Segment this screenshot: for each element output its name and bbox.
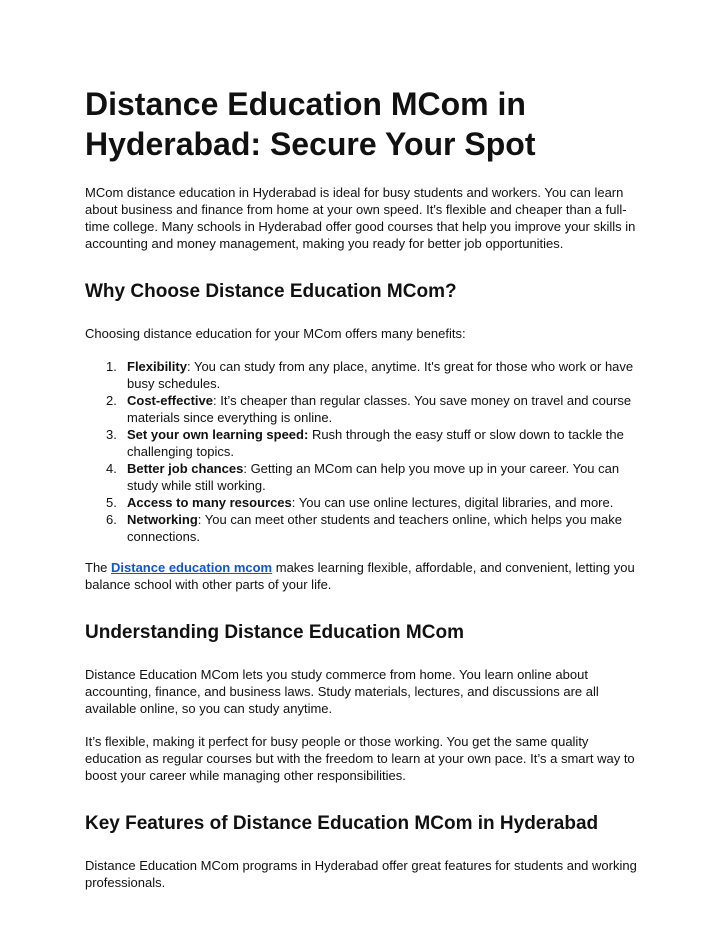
list-item-number: 2.: [106, 393, 117, 408]
section-heading-why-choose: Why Choose Distance Education MCom?: [85, 281, 457, 302]
list-item-separator: :: [243, 461, 251, 476]
list-item: [85, 511, 645, 545]
list-item-term: Better job chances: [127, 461, 244, 476]
page-title: Distance Education MCom in Hyderabad: Secure Your Spot: [85, 86, 536, 162]
list-item-number: 4.: [106, 461, 117, 476]
key-features-paragraph: Distance Education MCom programs in Hyderabad offer great features for students and working professionals.: [85, 858, 637, 890]
list-item-term: Access to many resources: [127, 495, 292, 510]
list-item-number: 6.: [106, 512, 117, 527]
list-item-term: Networking: [127, 512, 198, 527]
section-heading-understanding: Understanding Distance Education MCom: [85, 622, 464, 643]
list-item-text: You can use online lectures, digital libraries, and more.: [298, 495, 614, 510]
list-item: [85, 426, 645, 460]
list-item-text: You can meet other students and teachers online, which helps you make connections.: [127, 512, 623, 544]
closing-text-after: makes learning flexible, affordable, and convenient, letting you balance school with other parts of your life.: [85, 560, 635, 592]
list-item: [85, 460, 645, 494]
list-item-number: 5.: [106, 495, 117, 510]
list-item: [85, 358, 645, 392]
distance-education-mcom-link[interactable]: Distance education mcom: [111, 560, 273, 575]
understanding-paragraph-2: It’s flexible, making it perfect for busy people or those working. You get the same quality education as regular courses but with the freedom to learn at your own pace. It’s a smart way to boost your career while managing other responsibilities.: [85, 734, 635, 783]
benefits-lead-paragraph: Choosing distance education for your MCom offers many benefits:: [85, 326, 466, 341]
list-item-text: It’s cheaper than regular classes. You save money on travel and course materials since everything is online.: [127, 393, 632, 425]
understanding-paragraph-1: Distance Education MCom lets you study commerce from home. You learn online about accounting, finance, and business laws. Study materials, lectures, and discussions are all available online, so you can study anytime.: [85, 667, 599, 716]
list-item-separator: :: [197, 512, 205, 527]
benefits-list: [85, 358, 645, 545]
list-item-term: Set your own learning speed:: [127, 427, 309, 442]
document-body: [85, 84, 645, 891]
list-item-separator: :: [212, 393, 221, 408]
closing-text-before: The: [85, 560, 112, 575]
list-item-separator: :: [186, 359, 194, 374]
list-item-number: 1.: [106, 359, 117, 374]
list-item-text: Rush through the easy stuff or slow down to tackle the challenging topics.: [127, 427, 624, 459]
list-item-text: You can study from any place, anytime. It's great for those who work or have busy schedules.: [127, 359, 634, 391]
benefits-closing-paragraph: [85, 559, 645, 593]
list-item: [85, 494, 645, 511]
list-item-term: Flexibility: [127, 359, 187, 374]
list-item-number: 3.: [106, 427, 117, 442]
section-heading-key-features: Key Features of Distance Education MCom in Hyderabad: [85, 813, 599, 834]
list-item-separator: :: [291, 495, 299, 510]
list-item: [85, 392, 645, 426]
intro-paragraph: MCom distance education in Hyderabad is ideal for busy students and workers. You can learn about business and finance from home at your own speed. It's flexible and cheaper than a full-time college. Many schools in Hyderabad offer good courses that help you improve your skills in accounting and money management, making you ready for better job opportunities.: [85, 185, 636, 251]
list-item-text: Getting an MCom can help you move up in your career. You can study while still working.: [127, 461, 620, 493]
list-item-term: Cost-effective: [127, 393, 213, 408]
